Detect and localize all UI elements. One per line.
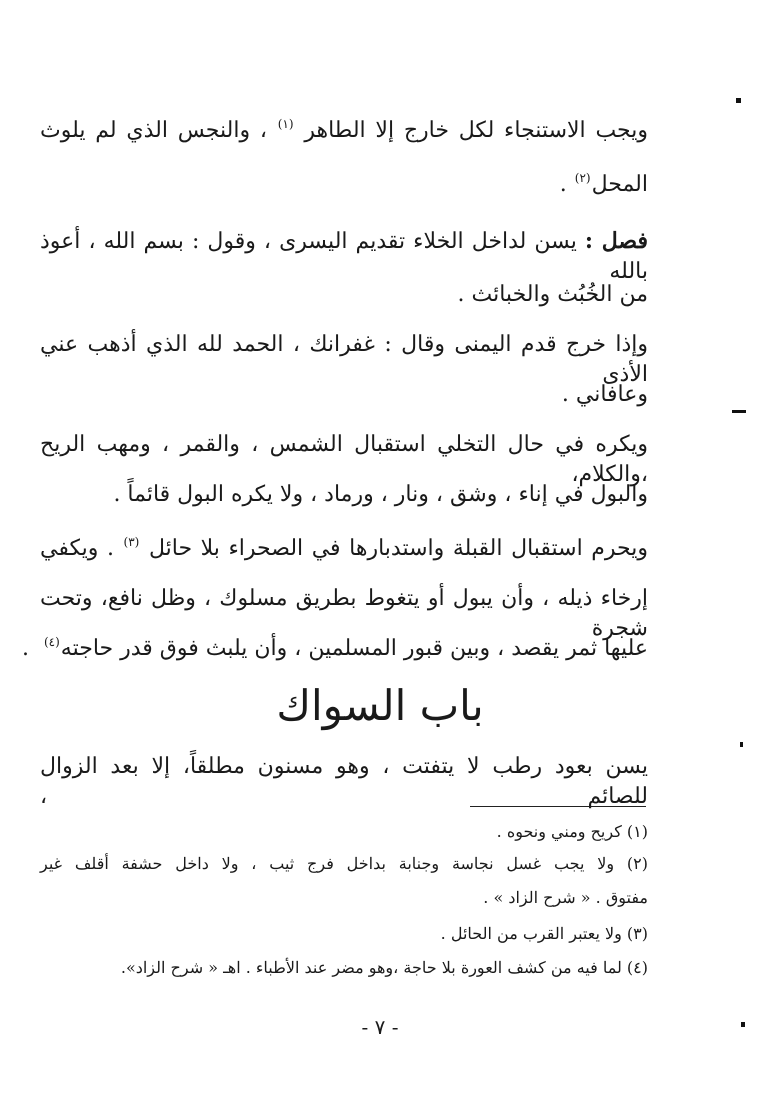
body-line xyxy=(40,430,648,487)
body-line xyxy=(40,584,648,641)
footnote-ref: (٣) xyxy=(123,535,140,549)
margin-mark xyxy=(732,410,746,413)
body-line xyxy=(21,634,648,664)
body-text: والبول في إناء ، وشق ، ونار ، ورماد ، ولا يكره البول قائماً . xyxy=(113,482,648,507)
footnote xyxy=(40,956,648,980)
body-text: ويجب الاستنجاء لكل خارج إلا الطاهر xyxy=(304,118,648,143)
body-text: عليها ثمر يقصد ، وبين قبور المسلمين ، وأن يلبث فوق قدر حاجته xyxy=(60,636,648,661)
body-text: وعافاني . xyxy=(561,382,648,407)
body-text: ، والنجس الذي لم يلوث xyxy=(40,118,267,143)
body-line xyxy=(40,170,648,200)
body-line xyxy=(40,280,648,310)
footnote-continuation xyxy=(40,886,648,910)
body-line xyxy=(40,330,648,387)
body-text: . xyxy=(21,636,29,661)
body-text: من الخُبُث والخبائث . xyxy=(457,282,648,307)
body-text: إرخاء ذيله ، وأن يبول أو يتغوط بطريق مسلوك ، وظل نافع، وتحت شجرة xyxy=(40,586,648,641)
body-line xyxy=(40,380,648,410)
footnote-ref: (١) xyxy=(277,117,294,131)
footnote-text: (٢) ولا يجب غسل نجاسة وجنابة بداخل فرج ثيب ، ولا داخل حشفة أقلف غير xyxy=(40,854,649,873)
footnote-ref: (٤) xyxy=(43,635,60,649)
body-line xyxy=(40,534,648,564)
page-number: - ٧ - xyxy=(361,1015,399,1039)
body-line xyxy=(40,752,648,809)
section-label: فصل : xyxy=(584,228,648,254)
footnote xyxy=(40,922,648,946)
body-line xyxy=(40,116,648,146)
body-text: وإذا خرج قدم اليمنى وقال : غفرانك ، الحمد لله الذي أذهب عني الأذى xyxy=(40,332,648,387)
footnote-text: (٣) ولا يعتبر القرب من الحائل . xyxy=(440,924,648,943)
footnote-text: مفتوق . « شرح الزاد » . xyxy=(483,888,648,907)
footnote-text: (٤) لما فيه من كشف العورة بلا حاجة ،وهو مضر عند الأطباء . اهـ « شرح الزاد». xyxy=(120,958,648,977)
footnote xyxy=(40,852,648,876)
footnote-separator xyxy=(470,806,646,807)
body-text: ويكره في حال التخلي استقبال الشمس ، والقمر ، ومهب الريح ،والكلام، xyxy=(40,432,648,487)
margin-mark xyxy=(736,98,741,103)
body-line xyxy=(40,226,648,284)
body-text: المحل xyxy=(591,172,648,197)
footnote xyxy=(40,820,648,844)
body-line xyxy=(40,480,648,510)
body-text: . xyxy=(559,172,567,197)
body-text: يسن بعود رطب لا يتفتت ، وهو مسنون مطلقاً، إلا بعد الزوال للصائم ، xyxy=(40,754,648,809)
footnote-text: (١) كريح ومني ونحوه . xyxy=(496,822,648,841)
body-text: ويحرم استقبال القبلة واستدبارها في الصحراء بلا حائل xyxy=(148,536,649,561)
margin-mark xyxy=(740,742,743,747)
footnote-ref: (٢) xyxy=(574,171,591,185)
chapter-heading: باب السواك xyxy=(276,681,484,730)
body-text: . ويكفي xyxy=(40,536,114,561)
body-text: يسن لداخل الخلاء تقديم اليسرى ، وقول : بسم الله ، أعوذ بالله xyxy=(40,229,648,284)
